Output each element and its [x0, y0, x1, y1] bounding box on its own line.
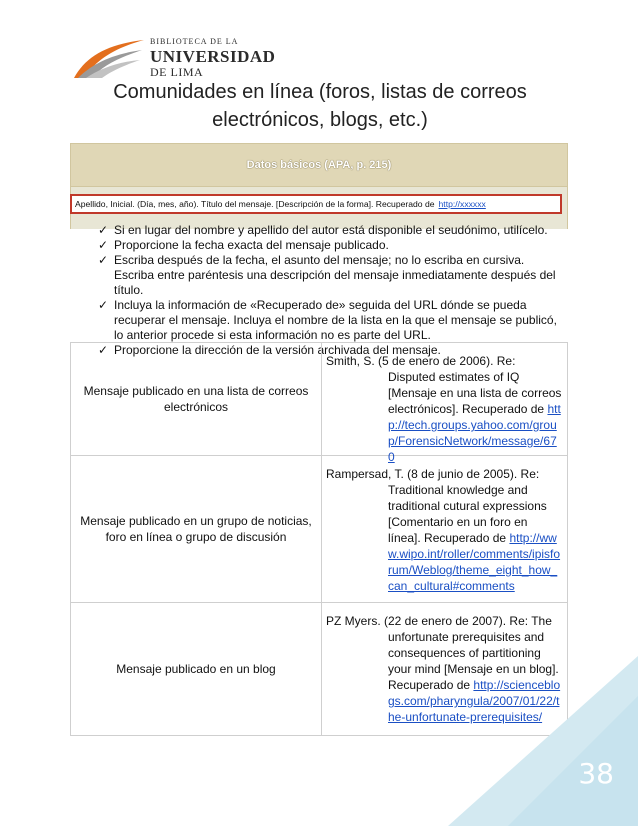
- corner-triangle-icon: [378, 626, 638, 826]
- rule-item: ✓ Si en lugar del nombre y apellido del autor está disponible el seudónimo, utilícelo.: [98, 223, 548, 237]
- citation-formula: [70, 194, 562, 214]
- check-icon: ✓: [98, 343, 109, 357]
- reference-first-line: PZ Myers. (22 de enero de 2007). Re: The: [326, 614, 552, 628]
- page-corner: [378, 626, 638, 826]
- section-header: Datos básicos (APA, p. 215): [70, 143, 568, 187]
- reference-cell: [322, 343, 568, 464]
- reference-first-line: Smith, S. (5 de enero de 2006). Re:: [326, 354, 516, 368]
- table-row: [70, 342, 568, 464]
- row-label: Mensaje publicado en una lista de correos electrónicos: [70, 343, 322, 455]
- formula-link[interactable]: http://xxxxxx: [438, 199, 486, 209]
- reference-cell: [322, 456, 568, 602]
- row-label: Mensaje publicado en un blog: [70, 603, 322, 735]
- reference-rest: Disputed estimates of IQ [Mensaje en una lista de correos electrónicos]. Recuperado de http://tech.groups.yahoo.com/group/ForensicNetwork/message/670: [388, 370, 562, 464]
- university-logo: [72, 34, 276, 80]
- rule-item: ✓ Escriba después de la fecha, el asunto del mensaje; no lo escriba en cursiva. Escriba entre paréntesis una descripción del mensaje inmediatamente después del título.: [98, 253, 556, 297]
- check-icon: ✓: [98, 238, 109, 252]
- page-number: 38: [578, 757, 614, 790]
- rule-item: ✓ Incluya la información de «Recuperado de» seguida del URL dónde se pueda recuperar el mensaje. Incluya el nombre de la lista en la que el mensaje se publicó, lo anterior procede si esta información no es parte del URL.: [98, 298, 557, 342]
- logo-swoosh-icon: [72, 34, 148, 80]
- reference-link[interactable]: http://scienceblogs.com/pharyngula/2007/01/22/the-unfortunate-prerequisites/: [388, 678, 561, 724]
- logo-line-1: BIBLIOTECA DE LA: [150, 37, 239, 46]
- formula-text: Apellido, Inicial. (Día, mes, año). Título del mensaje. [Descripción de la forma]. Recuperado de: [75, 199, 435, 209]
- reference-link[interactable]: http://tech.groups.yahoo.com/group/ForensicNetwork/message/670: [388, 402, 561, 464]
- reference-first-line: Rampersad, T. (8 de junio de 2005). Re:: [326, 467, 540, 481]
- check-icon: ✓: [98, 223, 109, 237]
- logo-line-2: UNIVERSIDAD: [150, 47, 276, 66]
- reference-rest: unfortunate prerequisites and consequences of partitioning your mind [Mensaje en un blog]. Recuperado de http://scienceblogs.com/pharyngula/2007/01/22/the-unfortunate-prerequisites/: [388, 630, 561, 724]
- reference-rest: Traditional knowledge and traditional cutural expressions [Comentario en un foro en línea]. Recuperado de http://www.wipo.int/roller/comments/ipisforum/Weblog/theme_eight_how_can_cultural#comments: [388, 483, 561, 593]
- rule-item: ✓ Proporcione la dirección de la versión archivada del mensaje.: [98, 343, 441, 357]
- logo-line-3: DE LIMA: [150, 65, 204, 79]
- table-row: [70, 455, 568, 602]
- basic-data-section: [70, 143, 568, 357]
- rules-list: [70, 221, 568, 358]
- row-label: Mensaje publicado en un grupo de noticias, foro en línea o grupo de discusión: [70, 456, 322, 602]
- reference-link[interactable]: http://www.wipo.int/roller/comments/ipisforum/Weblog/theme_eight_how_can_cultural#comments: [388, 531, 561, 593]
- rule-item: ✓ Proporcione la fecha exacta del mensaje publicado.: [98, 238, 389, 252]
- check-icon: ✓: [98, 253, 109, 267]
- page-title: Comunidades en línea (foros, listas de correos electrónicos, blogs, etc.): [113, 81, 527, 131]
- check-icon: ✓: [98, 298, 109, 312]
